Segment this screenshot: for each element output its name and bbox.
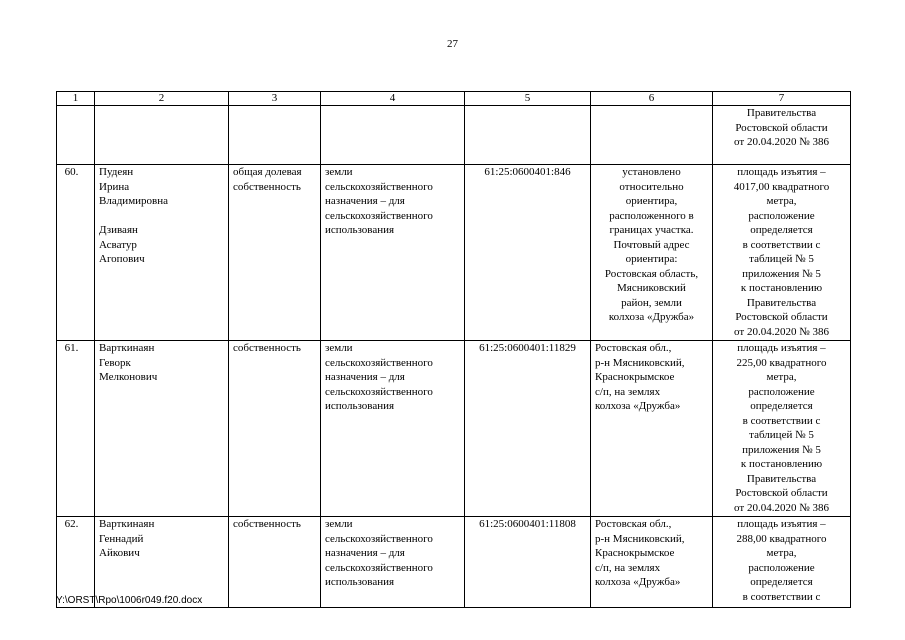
cell-line: определяется [750, 400, 813, 412]
cell-line: в соответствии с [742, 590, 821, 603]
cell-line: Правительства [746, 472, 817, 485]
cell-line: земли [325, 342, 353, 354]
cell-line: с/п, на землях [595, 561, 661, 574]
cell-line: Асватур [99, 238, 137, 251]
location-cell [591, 341, 713, 517]
cadastral-number: 61:25:0600401:846 [465, 165, 591, 341]
cell-line: в соответствии с [742, 414, 821, 427]
cell-line: Варткинаян [99, 518, 155, 530]
cell-line: Мелконович [99, 371, 158, 383]
cell-line: площадь изъятия – [737, 342, 826, 354]
location-cell [591, 517, 713, 608]
cell-line: к постановлению [740, 282, 823, 294]
cell-line: расположение [748, 561, 815, 574]
cell-line: сельскохозяйственного [325, 180, 433, 193]
cell-line: колхоза «Дружба» [608, 311, 695, 323]
notes-cell [713, 165, 851, 341]
cell-line: Краснокрымское [595, 371, 675, 383]
cell-line: колхоза «Дружба» [595, 576, 681, 588]
cell-line: колхоза «Дружба» [595, 400, 681, 412]
cell-line: Ирина [99, 180, 130, 193]
cell-line: к постановлению [740, 458, 823, 470]
cell-line: земли [325, 518, 353, 530]
right-type-cell [229, 165, 321, 341]
file-path-footer: Y:\ORST\Rpo\1006r049.f20.docx [56, 595, 203, 606]
cell-line: метра, [766, 371, 797, 383]
cell-line: собственность [233, 342, 301, 354]
cell-line: назначения – для [325, 195, 405, 207]
cell-line: 225,00 квадратного [736, 356, 827, 369]
land-category-cell [321, 165, 465, 341]
notes-cell [713, 517, 851, 608]
cell-line: Краснокрымское [595, 547, 675, 559]
cell-line: приложения № 5 [742, 267, 821, 280]
header-cell: 4 [321, 92, 465, 106]
cell-line: Варткинаян [99, 342, 155, 354]
cell-line: Ростовская обл., [595, 342, 672, 354]
cell-line: сельскохозяйственного [325, 209, 433, 222]
cell-line: метра, [766, 547, 797, 559]
table-cell [95, 106, 229, 165]
notes-cell [713, 106, 851, 165]
cell-line: назначения – для [325, 547, 405, 559]
cell-line: площадь изъятия – [737, 518, 826, 530]
row-number: 62. [57, 517, 95, 608]
cell-line: Правительства [746, 296, 817, 309]
cell-line: общая долевая [233, 166, 302, 178]
cell-line: использования [325, 576, 395, 588]
cell-line: Дзиваян [99, 224, 138, 236]
page-number: 27 [447, 38, 458, 50]
cell-line: Ростовской области [735, 121, 828, 134]
location-cell [591, 165, 713, 341]
cell-line: от 20.04.2020 № 386 [734, 501, 829, 514]
header-cell: 3 [229, 92, 321, 106]
cell-line: Мясниковский [617, 282, 686, 294]
header-row [57, 92, 851, 106]
cell-line: границах участка. [609, 224, 694, 236]
cell-line: р-н Мясниковский, [595, 356, 685, 369]
cell-line: Почтовый адрес [613, 238, 690, 251]
header-cell: 7 [713, 92, 851, 106]
table-row [57, 517, 851, 608]
land-plots-table [56, 91, 851, 608]
header-cell: 6 [591, 92, 713, 106]
table-cell [229, 106, 321, 165]
table-row [57, 165, 851, 341]
right-type-cell [229, 517, 321, 608]
cell-line: использования [325, 224, 395, 236]
cell-line: ориентира, [625, 195, 678, 207]
cell-line: сельскохозяйственного [325, 532, 433, 545]
cell-line: таблицей № 5 [749, 253, 814, 265]
table-cell [591, 106, 713, 165]
cell-line: Геворк [99, 356, 131, 369]
cell-line: определяется [750, 224, 813, 236]
cell-line: 4017,00 квадратного [733, 180, 830, 193]
owners-cell [95, 517, 229, 608]
cell-line: относительно [619, 180, 684, 193]
cell-line: расположенного в [609, 209, 694, 222]
cadastral-number: 61:25:0600401:11808 [465, 517, 591, 608]
cell-line: расположение [748, 209, 815, 222]
cell-line: определяется [750, 576, 813, 588]
cell-line: Ростовской области [735, 487, 828, 499]
cell-line: Ростовской области [735, 311, 828, 323]
cell-line: площадь изъятия – [737, 166, 826, 178]
cell-line: приложения № 5 [742, 443, 821, 456]
cell-line: от 20.04.2020 № 386 [734, 325, 829, 338]
cell-line: Ростовская обл., [595, 518, 672, 530]
cell-line: сельскохозяйственного [325, 356, 433, 369]
cell-line: собственность [233, 518, 301, 530]
header-cell: 2 [95, 92, 229, 106]
header-cell: 5 [465, 92, 591, 106]
land-category-cell [321, 517, 465, 608]
cell-line: 288,00 квадратного [736, 532, 827, 545]
cell-line: Правительства [746, 107, 817, 119]
cell-line: с/п, на землях [595, 385, 661, 398]
cell-line: назначения – для [325, 371, 405, 383]
cell-line: Пудеян [99, 166, 134, 178]
notes-cell [713, 341, 851, 517]
cell-line: р-н Мясниковский, [595, 532, 685, 545]
cell-line: Айкович [99, 547, 140, 559]
cell-line: Агопович [99, 253, 145, 265]
row-number: 61. [57, 341, 95, 517]
owners-cell [95, 165, 229, 341]
land-category-cell [321, 341, 465, 517]
row-number: 60. [57, 165, 95, 341]
cell-line: земли [325, 166, 353, 178]
cell-line: метра, [766, 195, 797, 207]
cell-line: Владимировна [99, 195, 169, 207]
cell-line: таблицей № 5 [749, 429, 814, 441]
header-cell: 1 [57, 92, 95, 106]
table-cell [465, 106, 591, 165]
cell-line: собственность [233, 180, 301, 193]
cadastral-number: 61:25:0600401:11829 [465, 341, 591, 517]
table-cell [57, 106, 95, 165]
continued-row [57, 106, 851, 165]
cell-line: район, земли [621, 296, 682, 309]
cell-line: сельскохозяйственного [325, 561, 433, 574]
right-type-cell [229, 341, 321, 517]
cell-line: в соответствии с [742, 238, 821, 251]
cell-line: расположение [748, 385, 815, 398]
table-cell [321, 106, 465, 165]
cell-line: ориентира: [625, 253, 678, 265]
owners-cell [95, 341, 229, 517]
cell-line: Геннадий [99, 532, 144, 545]
cell-line: использования [325, 400, 395, 412]
cell-line: сельскохозяйственного [325, 385, 433, 398]
cell-line: установлено [622, 166, 681, 178]
cell-line: Ростовская область, [604, 267, 699, 280]
cell-line: от 20.04.2020 № 386 [734, 136, 829, 148]
table-row [57, 341, 851, 517]
